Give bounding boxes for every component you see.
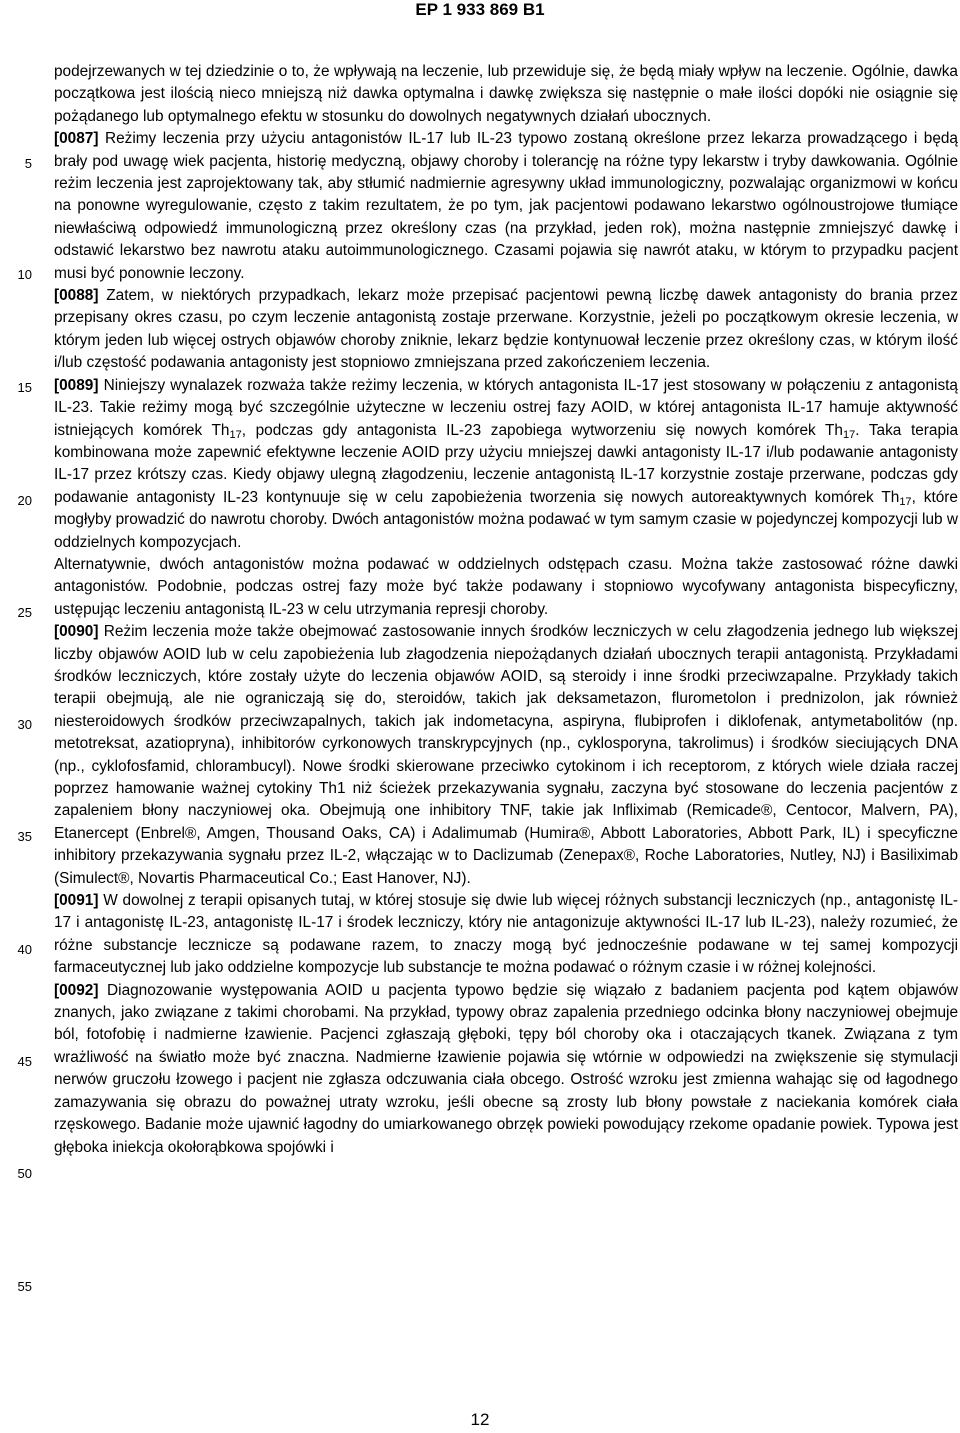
line-number: 25 xyxy=(17,605,32,620)
paragraph-continuation: podejrzewanych w tej dziedzinie o to, że wpływają na leczenie, lub przewiduje się, że będą miały wpływ na leczenie. Ogólnie, dawka początkowa jest ilością nieco mniejszą niż dawka optymalna i dawkę zwiększa się następnie o małe ilości dopóki nie osiągnie się pożądanego lub optymalnego efektu w stosunku do dowolnych negatywnych działań ubocznych. xyxy=(54,63,958,125)
page-number: 12 xyxy=(470,1410,490,1429)
paragraph-text: Zatem, w niektórych przypadkach, lekarz może przepisać pacjentowi pewną liczbę dawek antagonisty do brania przez przepisany okres czasu, po czym leczenie antagonistą zostaje przerwane. Korzystnie, jeżeli po początkowym okresie leczenia, w którym jeden lub więcej ostrych objawów choroby zniknie, lekarz będzie kontynuował leczenie przez określony czas, w którym ilość i/lub częstość podawania antagonisty jest stopniowo zmniejszana przed zakończeniem leczenia. xyxy=(54,287,958,372)
paragraph-text: , podczas gdy antagonista IL-23 zapobiega wytworzeniu się nowych komórek Th xyxy=(241,421,843,439)
subscript: 17 xyxy=(843,428,856,441)
paragraph-text: Reżimy leczenia przy użyciu antagonistów IL-17 lub IL-23 typowo zostaną określone przez lekarza prowadzącego i będą brały pod uwagę wiek pacjenta, historię medyczną, objawy choroby i tolerancję na różne typy lekarstw i tryby dawkowania. Ogólnie reżim leczenia jest zaprojektowany tak, aby stłumić nadmiernie agresywny układ immunologiczny, pozwalając organizmowi w końcu na ponowne wyregulowanie, często z takim rezultatem, że po tym, jak pacjentowi podawano lekarstwo ogólnoustrojowe tłumiące niewłaściwą odpowiedź immunologiczną przez określony czas (na przykład, jeden rok), można następnie zmniejszyć dawkę i odstawić lekarstwo bez nawrotu ataku autoimmunologicznego. Czasami pojawia się nawrót ataku, w którym to przypadku pacjent musi być ponownie leczony. xyxy=(54,130,958,282)
line-number-margin xyxy=(0,0,40,1433)
paragraph-0092 xyxy=(54,980,958,1159)
paragraph-text: Diagnozowanie występowania AOID u pacjenta typowo będzie się wiązało z badaniem pacjenta pod kątem objawów znanych, jako związane z takimi chorobami. Na przykład, typowy obraz zapalenia przedniego odcinka błony naczyniowej obejmuje ból, fotofobię i nadmierne łzawienie. Pacjenci zgłaszają głęboki, tępy ból choroby oka i otaczających tkanek. Związana z tym wrażliwość na światło może być znaczna. Nadmierne łzawienie pojawia się wtórnie w odpowiedzi na zwiększenie się stymulacji nerwów gruczołu łzowego i pacjent nie zgłasza odczuwania ciała obcego. Ostrość wzroku jest zmienna wahając się od łagodnego zamazywania się obrazu do poważnej utraty wzroku, jeśli obecne są zrosty lub błony powstałe z naciekania komórek ciała rzęskowego. Badanie może ujawnić łagodny do umiarkowanego obrzęk powieki powodujący rzekome opadanie powiek. Typowa jest głęboka iniekcja okołorąbkowa spojówki i xyxy=(54,981,958,1156)
line-number: 50 xyxy=(17,1166,32,1181)
paragraph-number: [0090] xyxy=(54,623,99,641)
paragraph-0088 xyxy=(54,285,958,375)
paragraph-0090 xyxy=(54,621,958,890)
paragraph-number: [0092] xyxy=(54,981,99,999)
paragraph-0089 xyxy=(54,375,958,554)
paragraph-text: Reżim leczenia może także obejmować zastosowanie innych środków leczniczych w celu złagodzenia jednego lub większej liczby objawów AOID lub w celu zapobieżenia lub złagodzenia niepożądanych działań ubocznych terapii antagonistą. Przykładami środków leczniczych, które zostały użyte do leczenia objawów AOID, są steroidy i inne środki przeciwzapalne. Przykłady takich terapii obejmują, ale nie ograniczają się do, steroidów, takich jak deksametazon, flurometolon i prednizolon, jak również niesteroidowych środków przeciwzapalnych, takich jak indometacyna, aspiryna, flubiprofen i diklofenak, antymetabolitów (np. metotreksat, azatiopryna), inhibitorów cyrkonowych transkrypcyjnych (np., cyklosporyna, takrolimus) i środków sieciujących DNA (np., cyklofosfamid, chlorambucyl). Nowe środki skierowane przeciwko cytokinom i ich receptorom, z których wiele działa raczej poprzez hamowanie ważnej cytokiny Th1 niż ścieżek przekazywania sygnału, zaczyna być stosowane do leczenia pacjentów z zapaleniem błony naczyniowej oka. Obejmują one inhibitory TNF, takie jak Infliximab (Remicade®, Centocor, Malvern, PA), Etanercept (Enbrel®, Amgen, Thousand Oaks, CA) i Adalimumab (Humira®, Abbott Laboratories, Abbott Park, IL) i specyficzne inhibitory przekazywania sygnału przez IL-2, włączając w to Daclizumab (Zenepax®, Roche Laboratories, Nutley, NJ) i Basiliximab (Simulect®, Novartis Pharmaceutical Co.; East Hanover, NJ). xyxy=(54,623,958,887)
line-number: 5 xyxy=(24,156,32,171)
paragraph-text: W dowolnej z terapii opisanych tutaj, w której stosuje się dwie lub więcej różnych substancji leczniczych (np., antagonistę IL-17 i antagonistę IL-23, antagonistę IL-17 i środek leczniczy, który nie antagonizuje aktywności IL-17 lub IL-23), należy rozumieć, że różne substancje lecznicze są podawane razem, to znaczy mogą być jednocześnie podawane w tej samej kompozycji farmaceutycznej lub jako oddzielne kompozycje lub substancje te można podawać o różnym czasie i w różnej kolejności. xyxy=(54,892,958,977)
line-number: 35 xyxy=(17,829,32,844)
document-body xyxy=(54,61,958,1159)
paragraph-number: [0087] xyxy=(54,130,99,148)
paragraph-text: , które mogłyby prowadzić do nawrotu choroby. Dwóch antagonistów można podawać w tym samym czasie w pojedynczej kompozycji lub w oddzielnych kompozycjach. xyxy=(54,488,958,551)
line-number: 45 xyxy=(17,1054,32,1069)
line-number: 15 xyxy=(17,380,32,395)
paragraph-0089-continued: Alternatywnie, dwóch antagonistów można podawać w oddzielnych odstępach czasu. Można także zastosować różne dawki antagonistów. Podobnie, podczas ostrej fazy może być także podawany i stopniowo wycofywany antagonista bispecyficzny, ustępując leczeniu antagonistą IL-23 w celu utrzymania represji choroby. xyxy=(54,555,958,618)
paragraph-number: [0091] xyxy=(54,892,99,910)
paragraph-0087 xyxy=(54,128,958,285)
paragraph-text: . Taka terapia kombinowana może zapewnić efektywne leczenie AOID przy użyciu mniejszej dawki antagonisty IL-17 i/lub podawanie antagonisty IL-17 przez krótszy czas. Kiedy objawy ulegną złagodzeniu, leczenie antagonistą IL-17 korzystnie zostaje przerwane, podczas gdy podawanie antagonisty IL-23 kontynuuje się w celu zapobieżenia tworzenia się nowych autoreaktywnych komórek Th xyxy=(54,421,959,506)
patent-number-header: EP 1 933 869 B1 xyxy=(415,0,545,19)
paragraph-text: Niniejszy wynalazek rozważa także reżimy leczenia, w których antagonista IL-17 jest stosowany w połączeniu z antagonistą IL-23. Takie reżimy mogą być szczególnie użyteczne w leczeniu ostrej fazy AOID, w której antagonista IL-17 hamuje aktywność istniejących komórek Th xyxy=(54,376,958,439)
line-number: 40 xyxy=(17,942,32,957)
paragraph-number: [0088] xyxy=(54,287,99,305)
paragraph-0091 xyxy=(54,890,958,980)
subscript: 17 xyxy=(899,495,912,508)
line-number: 55 xyxy=(17,1279,32,1294)
line-number: 20 xyxy=(17,493,32,508)
line-number: 10 xyxy=(17,267,32,282)
paragraph-number: [0089] xyxy=(54,376,99,394)
line-number: 30 xyxy=(17,717,32,732)
subscript: 17 xyxy=(229,428,242,441)
